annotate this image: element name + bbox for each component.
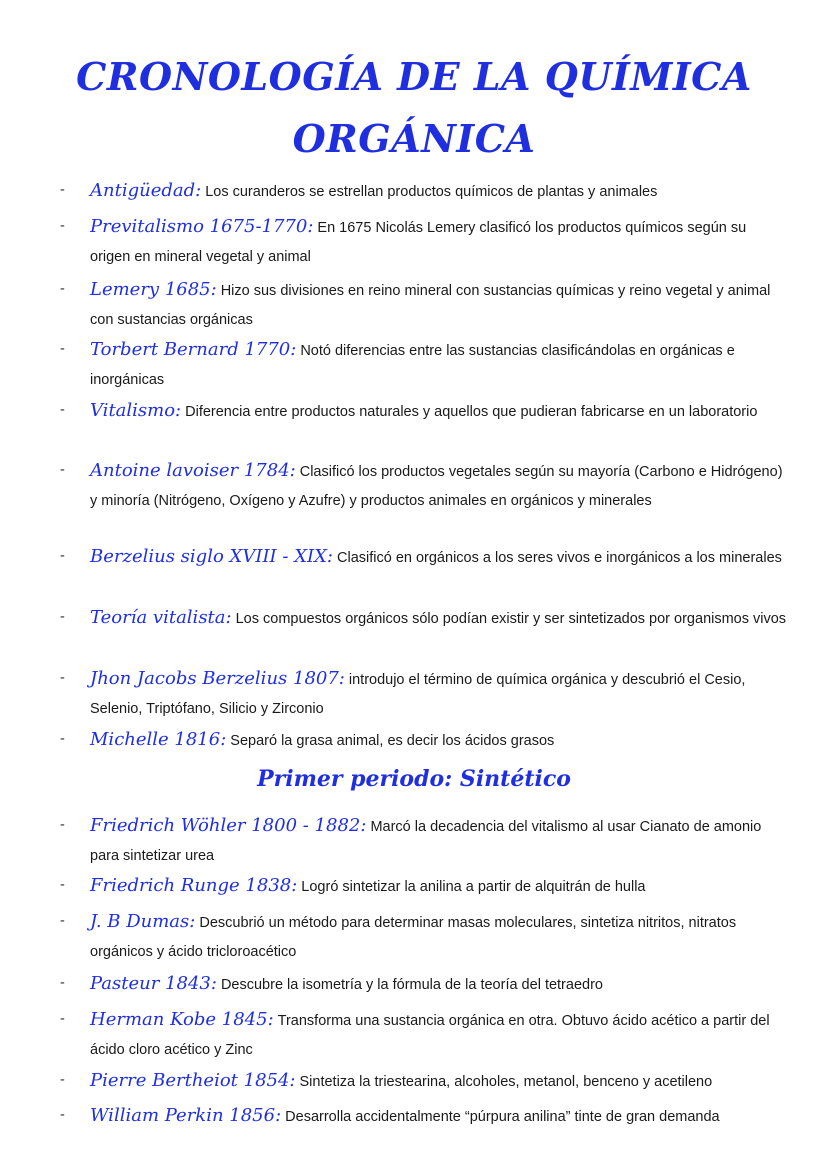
entry-text: Desarrolla accidentalmente “púrpura anilina” tinte de gran demanda [285,1109,720,1125]
entry-text: Los curanderos se estrellan productos químicos de plantas y animales [205,184,658,200]
bullet-dash: - [60,462,65,478]
bullet-dash: - [60,731,65,747]
bullet-dash: - [60,609,65,625]
entry-text: Transforma una sustancia orgánica en otra. Obtuvo ácido acético a partir del ácido cloro acético y Zinc [90,1013,770,1058]
bullet-dash: - [60,1072,65,1088]
timeline-entry-previtalismo [60,212,790,272]
entry-term: Herman Kobe 1845: [90,1009,274,1030]
entry-term: Antoine lavoiser 1784: [90,460,296,481]
timeline-entry-antiguedad [60,176,790,207]
entry-term: J. B Dumas: [90,911,196,932]
entry-term: Vitalismo: [90,400,182,421]
entry-term: Jhon Jacobs Berzelius 1807: [90,668,345,689]
section-heading: Primer periodo: Sintético [257,766,571,792]
title-line-1: CRONOLOGÍA DE LA QUÍMICA [76,54,752,99]
bullet-dash: - [60,341,65,357]
timeline-entry-lemery [60,275,790,335]
entry-term: Friedrich Wöhler 1800 - 1882: [90,815,367,836]
timeline-entry-vitalismo [60,396,790,427]
entry-text: Descubrió un método para determinar masas moleculares, sintetiza nitritos, nitratos orgánicos y ácido tricloroacético [90,915,737,960]
bullet-dash: - [60,402,65,418]
bullet-dash: - [60,281,65,297]
entry-term: Pasteur 1843: [90,973,217,994]
title-line-2: ORGÁNICA [292,116,536,161]
timeline-entry-bernard [60,335,790,395]
entry-text: Notó diferencias entre las sustancias clasificándolas en orgánicas e inorgánicas [90,343,735,388]
bullet-dash: - [60,218,65,234]
timeline-entry-jhon-berzelius [60,664,790,724]
timeline-entry-michelle [60,725,790,756]
timeline-entry-lavoisier [60,456,790,516]
timeline-entry-wohler [60,811,790,871]
timeline-entry-kobe [60,1005,790,1065]
entry-text: Diferencia entre productos naturales y aquellos que pudieran fabricarse en un laboratorio [185,404,758,420]
entry-text: introdujo el término de química orgánica y descubrió el Cesio, Selenio, Triptófano, Silicio y Zirconio [90,672,746,717]
entry-term: Previtalismo 1675-1770: [90,216,314,237]
entry-term: Pierre Bertheiot 1854: [90,1070,296,1091]
bullet-dash: - [60,877,65,893]
entry-text: Descubre la isometría y la fórmula de la teoría del tetraedro [220,977,603,993]
entry-text: Separó la grasa animal, es decir los ácidos grasos [230,733,555,749]
timeline-entry-teoria-vitalista [60,603,790,634]
bullet-dash: - [60,670,65,686]
bullet-dash: - [60,1107,65,1123]
timeline-entry-runge [60,871,790,902]
bullet-dash: - [60,182,65,198]
entry-term: William Perkin 1856: [90,1105,282,1126]
entry-term: Lemery 1685: [90,279,217,300]
entry-text: Hizo sus divisiones en reino mineral con sustancias químicas y reino vegetal y animal con sustancias orgánicas [90,283,771,328]
timeline-entry-dumas [60,907,790,967]
entry-term: Berzelius siglo XVIII - XIX: [90,546,333,567]
entry-term: Torbert Bernard 1770: [90,339,297,360]
entry-text: Marcó la decadencia del vitalismo al usar Cianato de amonio para sintetizar urea [90,819,762,864]
entry-text: Logró sintetizar la anilina a partir de alquitrán de hulla [301,879,646,895]
document-title [0,46,828,170]
entry-term: Friedrich Runge 1838: [90,875,298,896]
entry-text: En 1675 Nicolás Lemery clasificó los productos químicos según su origen en mineral vegetal y animal [90,220,747,265]
entry-text: Los compuestos orgánicos sólo podían existir y ser sintetizados por organismos vivos [235,611,787,627]
entry-term: Teoría vitalista: [90,607,232,628]
bullet-dash: - [60,913,65,929]
timeline-entry-pasteur [60,969,790,1000]
bullet-dash: - [60,1011,65,1027]
entry-term: Antigüedad: [90,180,202,201]
bullet-dash: - [60,975,65,991]
timeline-entry-berzelius-siglo [60,542,790,573]
bullet-dash: - [60,817,65,833]
entry-text: Clasificó los productos vegetales según su mayoría (Carbono e Hidrógeno) y minoría (Nitrógeno, Oxígeno y Azufre) y productos animales en orgánicos y minerales [90,464,783,509]
timeline-entry-bertheiot [60,1066,790,1097]
entry-term: Michelle 1816: [90,729,227,750]
entry-text: Clasificó en orgánicos a los seres vivos e inorgánicos a los minerales [337,550,782,566]
timeline-entry-perkin [60,1101,790,1132]
entry-text: Sintetiza la triestearina, alcoholes, metanol, benceno y acetileno [299,1074,713,1090]
bullet-dash: - [60,548,65,564]
